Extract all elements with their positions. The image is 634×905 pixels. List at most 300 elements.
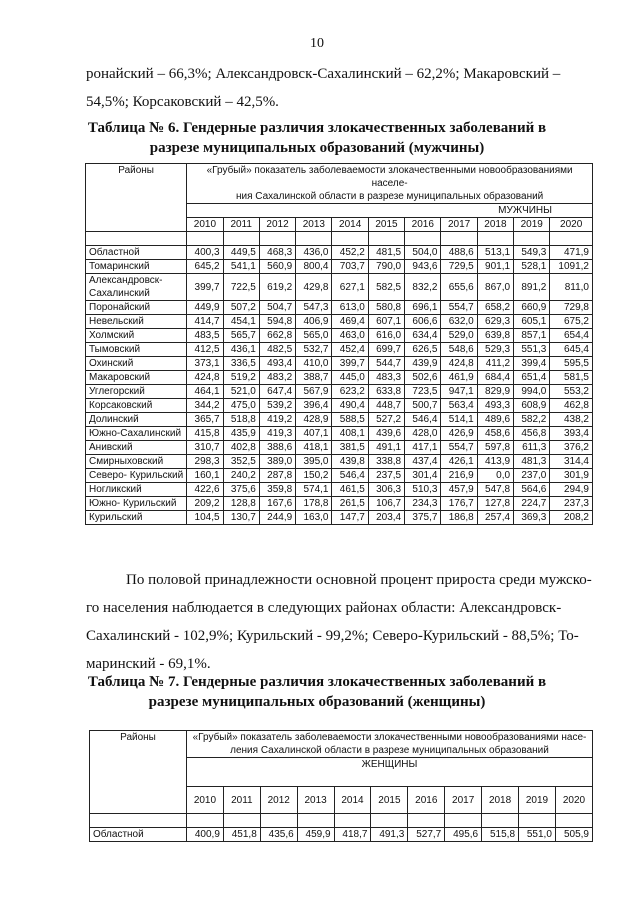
rate-cell: 410,0 xyxy=(296,357,332,371)
spacer-cell xyxy=(187,232,223,246)
district-name: Долинский xyxy=(86,413,187,427)
spacer-cell xyxy=(550,232,593,246)
table6-districts-header: Районы xyxy=(86,164,187,232)
rate-cell: 359,8 xyxy=(259,483,295,497)
rate-cell: 301,4 xyxy=(405,469,441,483)
rate-cell: 829,9 xyxy=(477,385,513,399)
table6-desc-line-2: ния Сахалинской области в разрезе муниципальных образований xyxy=(235,191,544,202)
rate-cell: 546,4 xyxy=(332,469,368,483)
rate-cell: 546,4 xyxy=(405,413,441,427)
rate-cell: 418,7 xyxy=(334,828,371,842)
table6-men xyxy=(85,163,593,525)
rate-cell: 373,1 xyxy=(187,357,223,371)
rate-cell: 150,2 xyxy=(296,469,332,483)
district-name: Анивский xyxy=(86,441,187,455)
rate-cell: 422,6 xyxy=(187,483,223,497)
rate-cell: 647,4 xyxy=(259,385,295,399)
rate-cell: 244,9 xyxy=(259,511,295,525)
table-row xyxy=(86,260,593,274)
rate-cell: 565,0 xyxy=(296,329,332,343)
rate-cell: 448,7 xyxy=(368,399,404,413)
rate-cell: 891,2 xyxy=(514,274,550,301)
rate-cell: 811,0 xyxy=(550,274,593,301)
table7-desc-line-1: «Грубый» показатель заболеваемости злокачественными новообразованиями насе- xyxy=(192,732,587,743)
table-row xyxy=(86,246,593,260)
rate-cell: 369,3 xyxy=(514,511,550,525)
mid-line-1: По половой принадлежности основной процент прироста среди мужско- xyxy=(126,572,592,588)
rate-cell: 445,0 xyxy=(332,371,368,385)
spacer-cell xyxy=(86,232,187,246)
table7-desc-line-2: ления Сахалинской области в разрезе муниципальных образований xyxy=(230,745,549,756)
rate-cell: 547,8 xyxy=(477,483,513,497)
rate-cell: 457,9 xyxy=(441,483,477,497)
rate-cell: 314,4 xyxy=(550,455,593,469)
rate-cell: 645,4 xyxy=(550,343,593,357)
rate-cell: 426,9 xyxy=(441,427,477,441)
spacer-cell xyxy=(223,232,259,246)
table-row xyxy=(86,511,593,525)
rate-cell: 539,2 xyxy=(259,399,295,413)
rate-cell: 203,4 xyxy=(368,511,404,525)
rate-cell: 381,5 xyxy=(332,441,368,455)
rate-cell: 352,5 xyxy=(223,455,259,469)
table6-desc-line-1: «Грубый» показатель заболеваемости злокачественными новообразованиями населе- xyxy=(206,165,573,189)
rate-cell: 415,8 xyxy=(187,427,223,441)
rate-cell: 699,7 xyxy=(368,343,404,357)
rate-cell: 407,1 xyxy=(296,427,332,441)
table7-description xyxy=(187,731,593,758)
year-header: 2010 xyxy=(187,787,224,814)
rate-cell: 832,2 xyxy=(405,274,441,301)
rate-cell: 943,6 xyxy=(405,260,441,274)
spacer-cell xyxy=(187,814,224,828)
rate-cell: 436,0 xyxy=(296,246,332,260)
table7-districts-header: Районы xyxy=(90,731,187,814)
rate-cell: 594,8 xyxy=(259,315,295,329)
rate-cell: 595,5 xyxy=(550,357,593,371)
rate-cell: 489,6 xyxy=(477,413,513,427)
rate-cell: 459,9 xyxy=(297,828,334,842)
district-name: Тымовский xyxy=(86,343,187,357)
year-header: 2017 xyxy=(445,787,482,814)
rate-cell: 406,9 xyxy=(296,315,332,329)
rate-cell: 464,1 xyxy=(187,385,223,399)
rate-cell: 519,2 xyxy=(223,371,259,385)
rate-cell: 544,7 xyxy=(368,357,404,371)
rate-cell: 623,2 xyxy=(332,385,368,399)
rate-cell: 994,0 xyxy=(514,385,550,399)
district-name: Ногликский xyxy=(86,483,187,497)
rate-cell: 167,6 xyxy=(259,497,295,511)
spacer-cell xyxy=(297,814,334,828)
rate-cell: 234,3 xyxy=(405,497,441,511)
rate-cell: 209,2 xyxy=(187,497,223,511)
spacer-cell xyxy=(90,814,187,828)
rate-cell: 469,4 xyxy=(332,315,368,329)
year-header: 2013 xyxy=(297,787,334,814)
rate-cell: 408,1 xyxy=(332,427,368,441)
spacer-cell xyxy=(368,232,404,246)
rate-cell: 616,0 xyxy=(368,329,404,343)
table6-caption-line-2: разрезе муниципальных образований (мужчины) xyxy=(149,140,485,156)
rate-cell: 502,6 xyxy=(405,371,441,385)
rate-cell: 619,2 xyxy=(259,274,295,301)
rate-cell: 633,8 xyxy=(368,385,404,399)
rate-cell: 400,3 xyxy=(187,246,223,260)
table-row xyxy=(86,441,593,455)
district-name: Невельский xyxy=(86,315,187,329)
mid-line-2: го населения наблюдается в следующих районах области: Александровск- xyxy=(86,600,562,616)
rate-cell: 527,2 xyxy=(368,413,404,427)
district-name: Охинский xyxy=(86,357,187,371)
year-header: 2010 xyxy=(187,218,223,232)
spacer-cell xyxy=(371,814,408,828)
rate-cell: 547,3 xyxy=(296,301,332,315)
rate-cell: 437,4 xyxy=(405,455,441,469)
rate-cell: 104,5 xyxy=(187,511,223,525)
rate-cell: 626,5 xyxy=(405,343,441,357)
rate-cell: 475,0 xyxy=(223,399,259,413)
rate-cell: 481,5 xyxy=(368,246,404,260)
rate-cell: 436,1 xyxy=(223,343,259,357)
rate-cell: 458,6 xyxy=(477,427,513,441)
rate-cell: 857,1 xyxy=(514,329,550,343)
rate-cell: 901,1 xyxy=(477,260,513,274)
rate-cell: 703,7 xyxy=(332,260,368,274)
intro-line-1: ронайский – 66,3%; Александровск-Сахалинский – 62,2%; Макаровский – xyxy=(86,66,561,82)
rate-cell: 208,2 xyxy=(550,511,593,525)
table-row xyxy=(86,301,593,315)
rate-cell: 399,7 xyxy=(187,274,223,301)
rate-cell: 127,8 xyxy=(477,497,513,511)
rate-cell: 176,7 xyxy=(441,497,477,511)
rate-cell: 613,0 xyxy=(332,301,368,315)
rate-cell: 554,7 xyxy=(441,301,477,315)
rate-cell: 216,9 xyxy=(441,469,477,483)
table6-description xyxy=(187,164,593,204)
spacer-cell xyxy=(332,232,368,246)
rate-cell: 529,0 xyxy=(441,329,477,343)
rate-cell: 435,9 xyxy=(223,427,259,441)
rate-cell: 554,7 xyxy=(441,441,477,455)
rate-cell: 867,0 xyxy=(477,274,513,301)
rate-cell: 301,9 xyxy=(550,469,593,483)
rate-cell: 500,7 xyxy=(405,399,441,413)
rate-cell: 439,6 xyxy=(368,427,404,441)
rate-cell: 696,1 xyxy=(405,301,441,315)
rate-cell: 513,1 xyxy=(477,246,513,260)
rate-cell: 632,0 xyxy=(441,315,477,329)
table-row xyxy=(90,828,593,842)
table-row xyxy=(86,483,593,497)
rate-cell: 400,9 xyxy=(187,828,224,842)
rate-cell: 439,9 xyxy=(405,357,441,371)
district-name: Углегорский xyxy=(86,385,187,399)
spacer-cell xyxy=(519,814,556,828)
spacer-cell xyxy=(408,814,445,828)
rate-cell: 567,9 xyxy=(296,385,332,399)
rate-cell: 417,1 xyxy=(405,441,441,455)
rate-cell: 495,6 xyxy=(445,828,482,842)
district-name: Макаровский xyxy=(86,371,187,385)
rate-cell: 790,0 xyxy=(368,260,404,274)
rate-cell: 507,2 xyxy=(223,301,259,315)
page-number: 10 xyxy=(310,36,324,51)
year-header: 2018 xyxy=(482,787,519,814)
intro-paragraph xyxy=(86,60,592,116)
spacer-cell xyxy=(555,814,592,828)
rate-cell: 627,1 xyxy=(332,274,368,301)
rate-cell: 723,5 xyxy=(405,385,441,399)
rate-cell: 582,5 xyxy=(368,274,404,301)
table-row xyxy=(86,497,593,511)
mid-line-4: маринский - 69,1%. xyxy=(86,656,211,672)
rate-cell: 414,7 xyxy=(187,315,223,329)
table6-spacer-row xyxy=(86,232,593,246)
rate-cell: 449,5 xyxy=(223,246,259,260)
rate-cell: 463,0 xyxy=(332,329,368,343)
rate-cell: 582,2 xyxy=(514,413,550,427)
rate-cell: 549,3 xyxy=(514,246,550,260)
table7-spacer-row xyxy=(90,814,593,828)
rate-cell: 605,1 xyxy=(514,315,550,329)
table-row xyxy=(86,315,593,329)
rate-cell: 629,3 xyxy=(477,315,513,329)
rate-cell: 645,2 xyxy=(187,260,223,274)
rate-cell: 551,3 xyxy=(514,343,550,357)
rate-cell: 1091,2 xyxy=(550,260,593,274)
rate-cell: 128,8 xyxy=(223,497,259,511)
spacer-cell xyxy=(405,232,441,246)
rate-cell: 588,5 xyxy=(332,413,368,427)
table6-caption xyxy=(0,118,634,158)
year-header: 2012 xyxy=(260,787,297,814)
rate-cell: 310,7 xyxy=(187,441,223,455)
rate-cell: 396,4 xyxy=(296,399,332,413)
rate-cell: 261,5 xyxy=(332,497,368,511)
year-header: 2016 xyxy=(408,787,445,814)
rate-cell: 491,3 xyxy=(371,828,408,842)
rate-cell: 399,4 xyxy=(514,357,550,371)
table-row xyxy=(86,399,593,413)
table-row xyxy=(86,469,593,483)
rate-cell: 658,2 xyxy=(477,301,513,315)
rate-cell: 452,4 xyxy=(332,343,368,357)
spacer-cell xyxy=(334,814,371,828)
table7-gender-header: ЖЕНЩИНЫ xyxy=(187,758,593,787)
rate-cell: 419,3 xyxy=(259,427,295,441)
rate-cell: 287,8 xyxy=(259,469,295,483)
spacer-cell xyxy=(445,814,482,828)
rate-cell: 483,3 xyxy=(368,371,404,385)
rate-cell: 529,3 xyxy=(477,343,513,357)
spacer-cell xyxy=(260,814,297,828)
table-row xyxy=(86,329,593,343)
rate-cell: 399,7 xyxy=(332,357,368,371)
rate-cell: 435,6 xyxy=(260,828,297,842)
spacer-cell xyxy=(482,814,519,828)
year-header: 2012 xyxy=(259,218,295,232)
rate-cell: 515,8 xyxy=(482,828,519,842)
rate-cell: 528,1 xyxy=(514,260,550,274)
rate-cell: 491,1 xyxy=(368,441,404,455)
rate-cell: 365,7 xyxy=(187,413,223,427)
rate-cell: 456,8 xyxy=(514,427,550,441)
spacer-cell xyxy=(441,232,477,246)
rate-cell: 560,9 xyxy=(259,260,295,274)
rate-cell: 553,2 xyxy=(550,385,593,399)
rate-cell: 344,2 xyxy=(187,399,223,413)
rate-cell: 548,6 xyxy=(441,343,477,357)
rate-cell: 611,3 xyxy=(514,441,550,455)
rate-cell: 504,0 xyxy=(405,246,441,260)
district-name: Холмский xyxy=(86,329,187,343)
rate-cell: 565,7 xyxy=(223,329,259,343)
rate-cell: 336,5 xyxy=(223,357,259,371)
year-header: 2014 xyxy=(332,218,368,232)
rate-cell: 606,6 xyxy=(405,315,441,329)
spacer-cell xyxy=(259,232,295,246)
rate-cell: 481,3 xyxy=(514,455,550,469)
rate-cell: 722,5 xyxy=(223,274,259,301)
rate-cell: 655,6 xyxy=(441,274,477,301)
rate-cell: 449,9 xyxy=(187,301,223,315)
rate-cell: 468,3 xyxy=(259,246,295,260)
rate-cell: 634,4 xyxy=(405,329,441,343)
district-name: Томаринский xyxy=(86,260,187,274)
rate-cell: 483,2 xyxy=(259,371,295,385)
year-header: 2015 xyxy=(368,218,404,232)
year-header: 2017 xyxy=(441,218,477,232)
rate-cell: 551,0 xyxy=(519,828,556,842)
year-header: 2016 xyxy=(405,218,441,232)
rate-cell: 393,4 xyxy=(550,427,593,441)
rate-cell: 130,7 xyxy=(223,511,259,525)
rate-cell: 580,8 xyxy=(368,301,404,315)
rate-cell: 608,9 xyxy=(514,399,550,413)
rate-cell: 451,8 xyxy=(223,828,260,842)
district-name: Северо- Курильский xyxy=(86,469,187,483)
rate-cell: 438,2 xyxy=(550,413,593,427)
rate-cell: 395,0 xyxy=(296,455,332,469)
district-name: Южно- Курильский xyxy=(86,497,187,511)
rate-cell: 518,8 xyxy=(223,413,259,427)
rate-cell: 298,3 xyxy=(187,455,223,469)
rate-cell: 429,8 xyxy=(296,274,332,301)
table6-caption-line-1: Таблица № 6. Гендерные различия злокачественных заболеваний в xyxy=(87,120,547,136)
rate-cell: 651,4 xyxy=(514,371,550,385)
rate-cell: 376,2 xyxy=(550,441,593,455)
spacer-cell xyxy=(223,814,260,828)
rate-cell: 581,5 xyxy=(550,371,593,385)
rate-cell: 426,1 xyxy=(441,455,477,469)
rate-cell: 428,0 xyxy=(405,427,441,441)
year-header: 2011 xyxy=(223,218,259,232)
rate-cell: 574,1 xyxy=(296,483,332,497)
rate-cell: 454,1 xyxy=(223,315,259,329)
rate-cell: 660,9 xyxy=(514,301,550,315)
rate-cell: 224,7 xyxy=(514,497,550,511)
year-header: 2020 xyxy=(550,218,593,232)
rate-cell: 675,2 xyxy=(550,315,593,329)
rate-cell: 510,3 xyxy=(405,483,441,497)
rate-cell: 412,5 xyxy=(187,343,223,357)
spacer-cell xyxy=(514,232,550,246)
rate-cell: 424,8 xyxy=(187,371,223,385)
year-header: 2019 xyxy=(519,787,556,814)
year-header: 2013 xyxy=(296,218,332,232)
rate-cell: 471,9 xyxy=(550,246,593,260)
rate-cell: 240,2 xyxy=(223,469,259,483)
year-header: 2019 xyxy=(514,218,550,232)
rate-cell: 527,7 xyxy=(408,828,445,842)
rate-cell: 461,9 xyxy=(441,371,477,385)
rate-cell: 106,7 xyxy=(368,497,404,511)
district-name: Областной xyxy=(90,828,187,842)
table-row xyxy=(86,274,593,301)
rate-cell: 178,8 xyxy=(296,497,332,511)
intro-line-2: 54,5%; Корсаковский – 42,5%. xyxy=(86,94,279,110)
rate-cell: 563,4 xyxy=(441,399,477,413)
rate-cell: 541,1 xyxy=(223,260,259,274)
rate-cell: 147,7 xyxy=(332,511,368,525)
table-row xyxy=(86,357,593,371)
mid-line-3: Сахалинский - 102,9%; Курильский - 99,2%; Северо-Курильский - 88,5%; То- xyxy=(86,628,579,644)
district-name: Областной xyxy=(86,246,187,260)
spacer-cell xyxy=(477,232,513,246)
table-row xyxy=(86,455,593,469)
rate-cell: 607,1 xyxy=(368,315,404,329)
rate-cell: 493,4 xyxy=(259,357,295,371)
rate-cell: 462,8 xyxy=(550,399,593,413)
rate-cell: 375,6 xyxy=(223,483,259,497)
rate-cell: 505,9 xyxy=(555,828,592,842)
district-name: Смирныховский xyxy=(86,455,187,469)
rate-cell: 483,5 xyxy=(187,329,223,343)
rate-cell: 521,0 xyxy=(223,385,259,399)
rate-cell: 237,5 xyxy=(368,469,404,483)
rate-cell: 452,2 xyxy=(332,246,368,260)
rate-cell: 257,4 xyxy=(477,511,513,525)
rate-cell: 237,0 xyxy=(514,469,550,483)
table-row xyxy=(86,343,593,357)
year-header: 2011 xyxy=(223,787,260,814)
table-row xyxy=(86,385,593,399)
table6-gender-header: МУЖЧИНЫ xyxy=(187,204,593,218)
rate-cell: 482,5 xyxy=(259,343,295,357)
rate-cell: 237,3 xyxy=(550,497,593,511)
rate-cell: 490,4 xyxy=(332,399,368,413)
rate-cell: 729,8 xyxy=(550,301,593,315)
spacer-cell xyxy=(296,232,332,246)
table7-caption xyxy=(0,672,634,712)
table-row xyxy=(86,371,593,385)
rate-cell: 564,6 xyxy=(514,483,550,497)
rate-cell: 461,5 xyxy=(332,483,368,497)
rate-cell: 306,3 xyxy=(368,483,404,497)
rate-cell: 163,0 xyxy=(296,511,332,525)
rate-cell: 639,8 xyxy=(477,329,513,343)
rate-cell: 514,1 xyxy=(441,413,477,427)
rate-cell: 493,3 xyxy=(477,399,513,413)
rate-cell: 411,2 xyxy=(477,357,513,371)
rate-cell: 419,2 xyxy=(259,413,295,427)
rate-cell: 389,0 xyxy=(259,455,295,469)
district-name: Курильский xyxy=(86,511,187,525)
rate-cell: 338,8 xyxy=(368,455,404,469)
rate-cell: 439,8 xyxy=(332,455,368,469)
rate-cell: 504,7 xyxy=(259,301,295,315)
